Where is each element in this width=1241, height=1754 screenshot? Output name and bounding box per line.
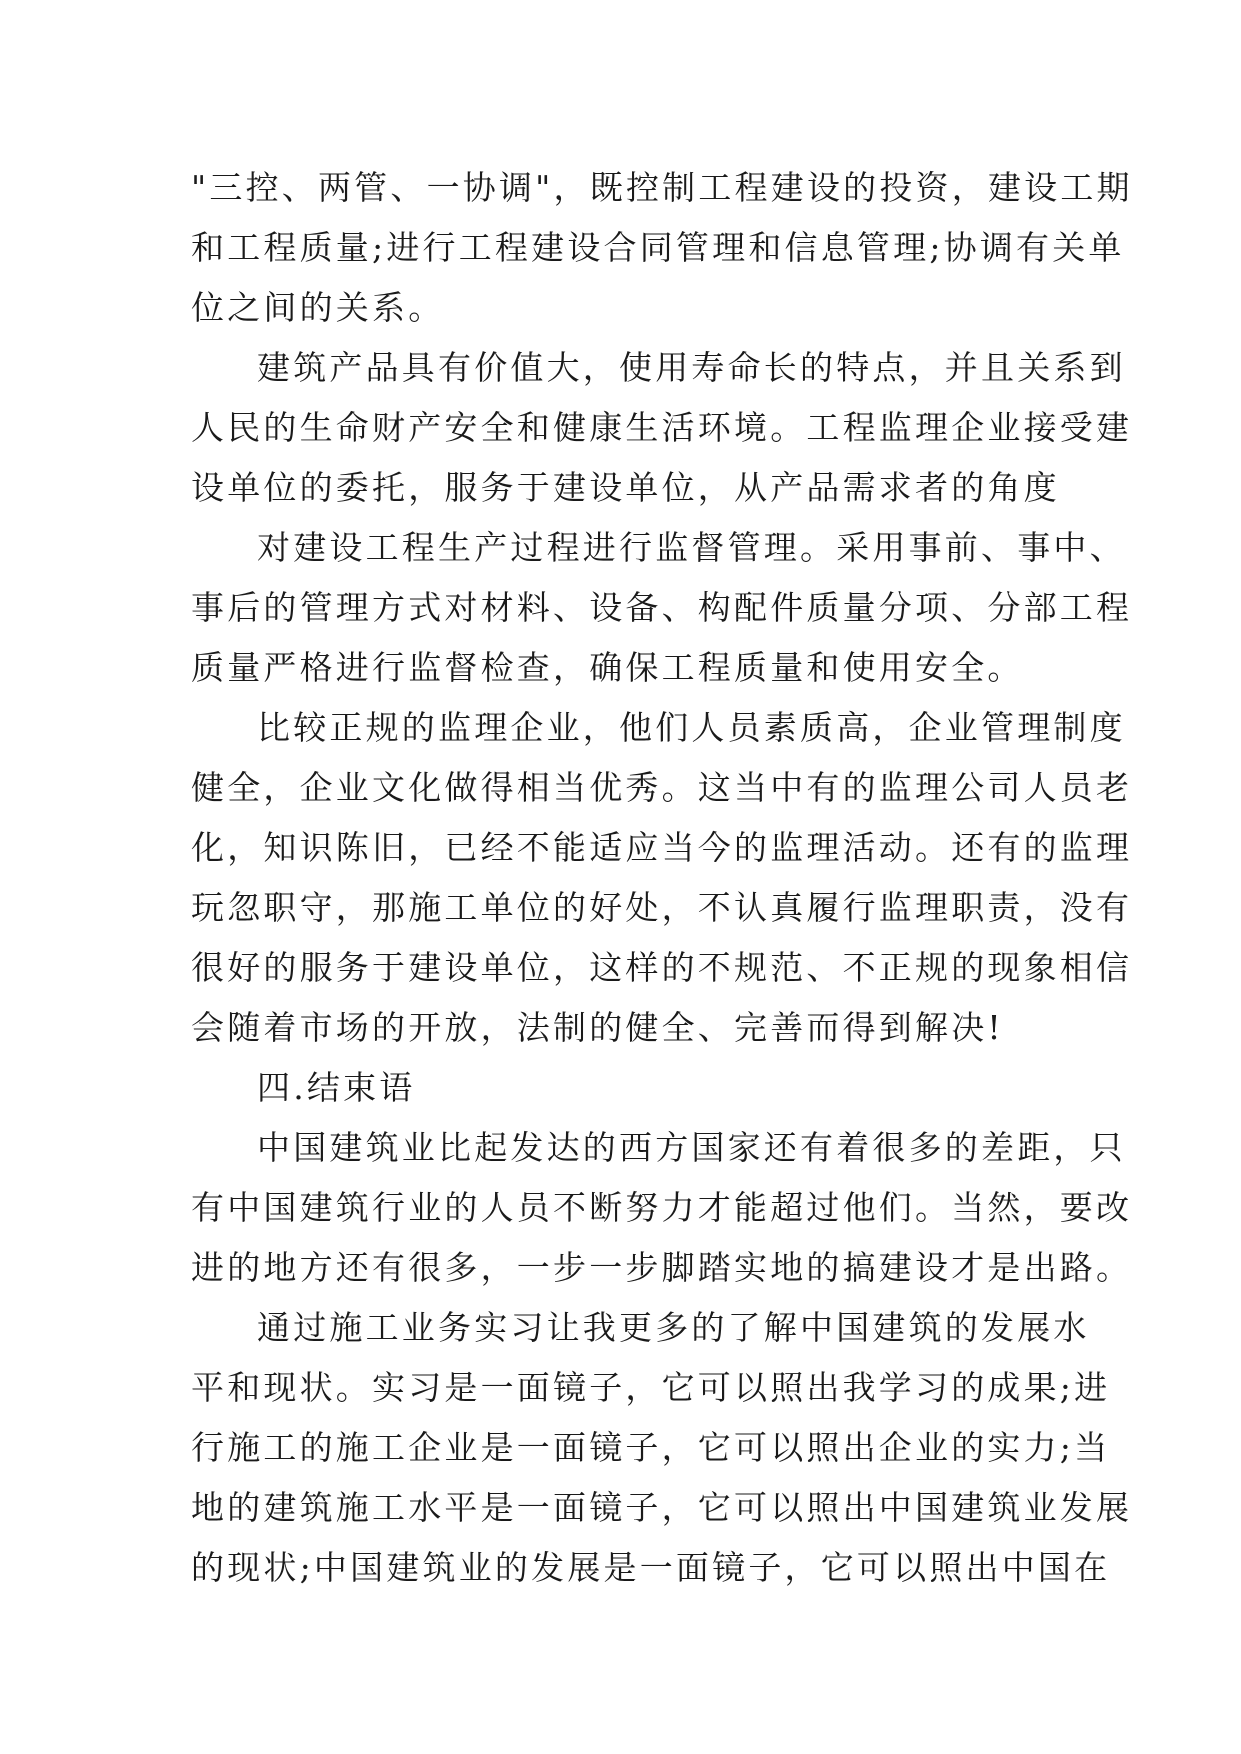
paragraph-start-line: 比较正规的监理企业，他们人员素质高，企业管理制度 — [257, 708, 1126, 747]
text-line: "三控、两管、一协调"，既控制工程建设的投资，建设工期 — [191, 168, 1133, 207]
paragraph-start-line: 对建设工程生产过程进行监督管理。采用事前、事中、 — [257, 528, 1126, 567]
paragraph-start-line: 建筑产品具有价值大，使用寿命长的特点，并且关系到 — [257, 348, 1126, 387]
text-line: 行施工的施工企业是一面镜子，它可以照出企业的实力;当 — [191, 1428, 1111, 1467]
text-line: 设单位的委托，服务于建设单位，从产品需求者的角度 — [191, 468, 1060, 507]
text-line: 有中国建筑行业的人员不断努力才能超过他们。当然，要改 — [191, 1188, 1133, 1227]
text-line: 玩忽职守，那施工单位的好处，不认真履行监理职责，没有 — [191, 888, 1133, 927]
section-heading: 四.结束语 — [257, 1068, 416, 1107]
paragraph-start-line: 通过施工业务实习让我更多的了解中国建筑的发展水 — [257, 1308, 1090, 1347]
text-line: 进的地方还有很多，一步一步脚踏实地的搞建设才是出路。 — [191, 1248, 1133, 1287]
text-line: 的现状;中国建筑业的发展是一面镜子，它可以照出中国在 — [191, 1548, 1111, 1587]
text-line: 很好的服务于建设单位，这样的不规范、不正规的现象相信 — [191, 948, 1133, 987]
text-line: 和工程质量;进行工程建设合同管理和信息管理;协调有关单 — [191, 228, 1125, 267]
document-body — [191, 158, 1133, 1598]
text-line: 地的建筑施工水平是一面镜子，它可以照出中国建筑业发展 — [191, 1488, 1133, 1527]
text-line: 化，知识陈旧，已经不能适应当今的监理活动。还有的监理 — [191, 828, 1133, 867]
text-line: 人民的生命财产安全和健康生活环境。工程监理企业接受建 — [191, 408, 1133, 447]
text-line: 会随着市场的开放，法制的健全、完善而得到解决! — [191, 1008, 1004, 1047]
text-line: 位之间的关系。 — [191, 288, 445, 327]
text-line: 事后的管理方式对材料、设备、构配件质量分项、分部工程 — [191, 588, 1133, 627]
text-line: 平和现状。实习是一面镜子，它可以照出我学习的成果;进 — [191, 1368, 1111, 1407]
paragraph-start-line: 中国建筑业比起发达的西方国家还有着很多的差距，只 — [257, 1128, 1126, 1167]
text-line: 健全，企业文化做得相当优秀。这当中有的监理公司人员老 — [191, 768, 1133, 807]
text-line: 质量严格进行监督检查，确保工程质量和使用安全。 — [191, 648, 1024, 687]
